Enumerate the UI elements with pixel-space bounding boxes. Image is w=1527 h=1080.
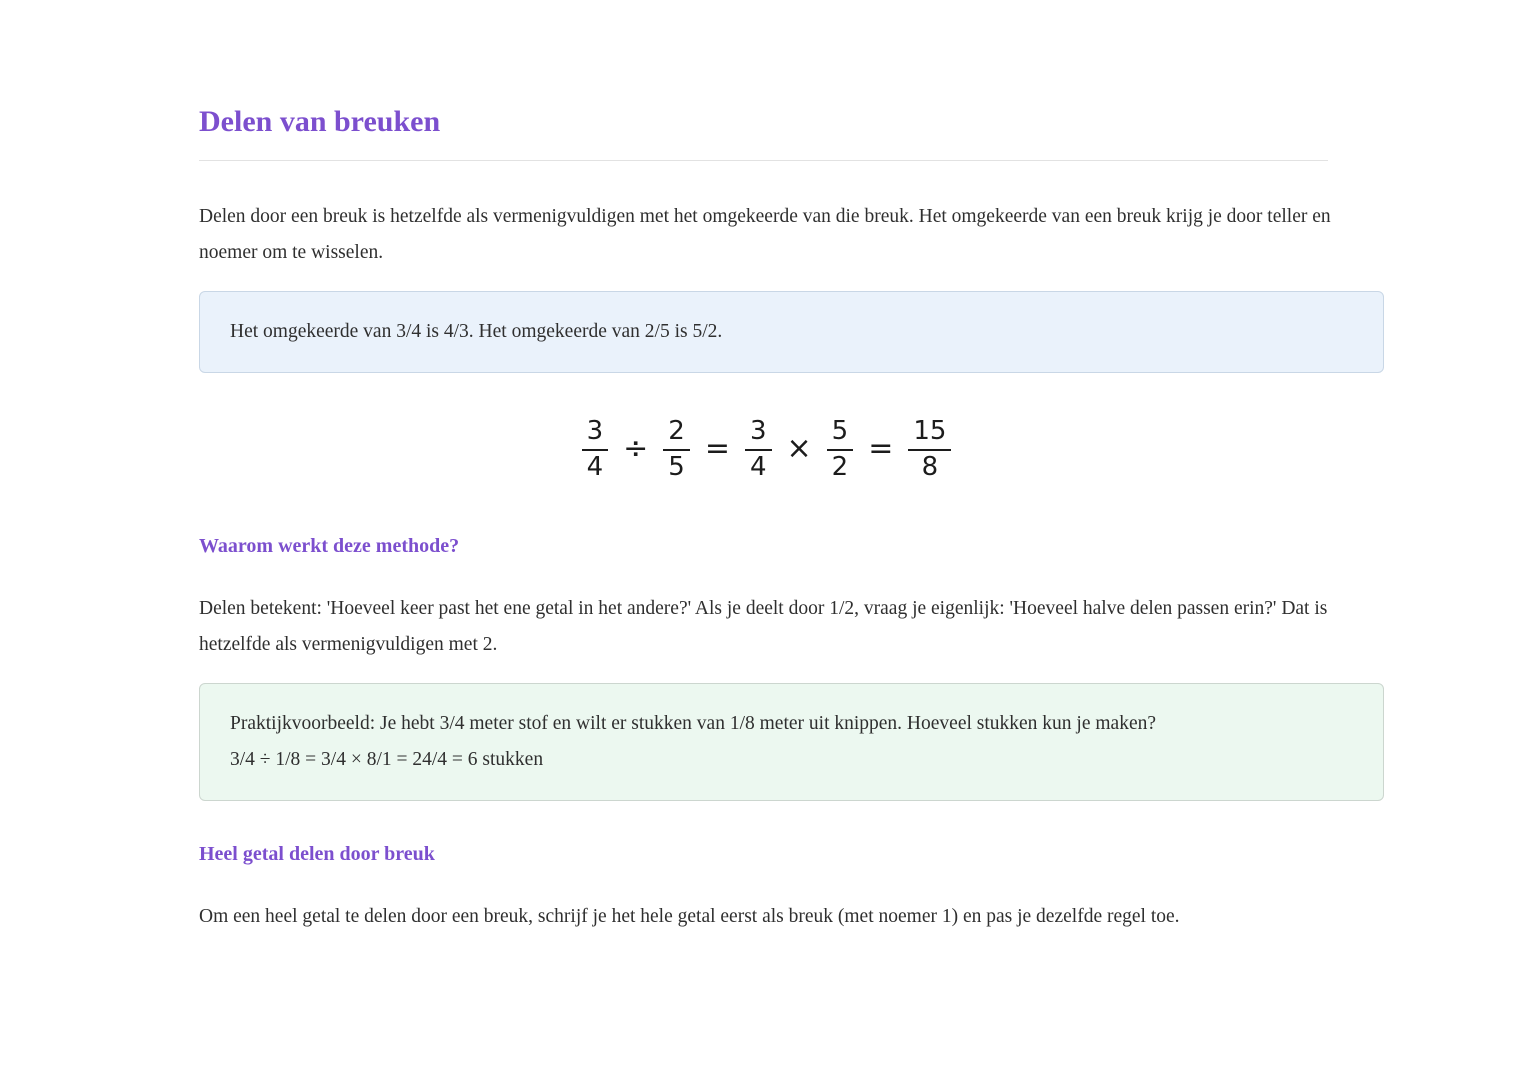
fraction [663, 417, 690, 483]
article [199, 0, 1384, 935]
equals-operator: = [868, 430, 894, 466]
fraction-denominator: 5 [668, 451, 685, 482]
fraction [908, 417, 951, 483]
fraction-numerator: 3 [745, 417, 772, 451]
section-heading-why: Waarom werkt deze methode? [199, 534, 460, 557]
fraction [745, 417, 772, 483]
why-paragraph: Delen betekent: 'Hoeveel keer past het ene getal in het andere?' Als je deelt door 1/2, vraag je eigenlijk: 'Hoeveel halve delen passen erin?' Dat is hetzelfde als vermenigvuldigen met 2. [199, 597, 1328, 655]
page-title: Delen van breuken [199, 104, 1328, 161]
division-operator: ÷ [623, 430, 649, 466]
section-heading-whole-number: Heel getal delen door breuk [199, 842, 435, 865]
fraction-denominator: 8 [921, 451, 939, 482]
example-box-calculation: 3/4 ÷ 1/8 = 3/4 × 8/1 = 24/4 = 6 stukken [230, 748, 544, 770]
fraction [827, 417, 854, 483]
example-box [199, 683, 1384, 801]
example-box-question: Praktijkvoorbeeld: Je hebt 3/4 meter stof en wilt er stukken van 1/8 meter uit knippen. Hoeveel stukken kun je maken? [230, 712, 1157, 734]
intro-paragraph: Delen door een breuk is hetzelfde als vermenigvuldigen met het omgekeerde van die breuk. Het omgekeerde van een breuk krijg je door teller en noemer om te wisselen. [199, 206, 1331, 263]
fraction-denominator: 4 [586, 451, 604, 482]
fraction-denominator: 4 [749, 451, 767, 482]
fraction-denominator: 2 [831, 451, 849, 482]
equals-operator: = [704, 430, 730, 466]
multiplication-operator: × [786, 430, 812, 466]
fraction-numerator: 5 [827, 417, 854, 451]
fraction [582, 417, 609, 483]
fraction-numerator: 2 [663, 417, 690, 451]
fraction-formula [174, 417, 1359, 483]
whole-number-paragraph: Om een heel getal te delen door een breuk, schrijf je het hele getal eerst als breuk (met noemer 1) en pas je dezelfde regel toe. [199, 905, 1180, 927]
info-box [199, 291, 1384, 373]
info-box-text: Het omgekeerde van 3/4 is 4/3. Het omgekeerde van 2/5 is 5/2. [230, 321, 723, 342]
fraction-numerator: 3 [582, 417, 609, 451]
fraction-numerator: 15 [908, 417, 951, 451]
